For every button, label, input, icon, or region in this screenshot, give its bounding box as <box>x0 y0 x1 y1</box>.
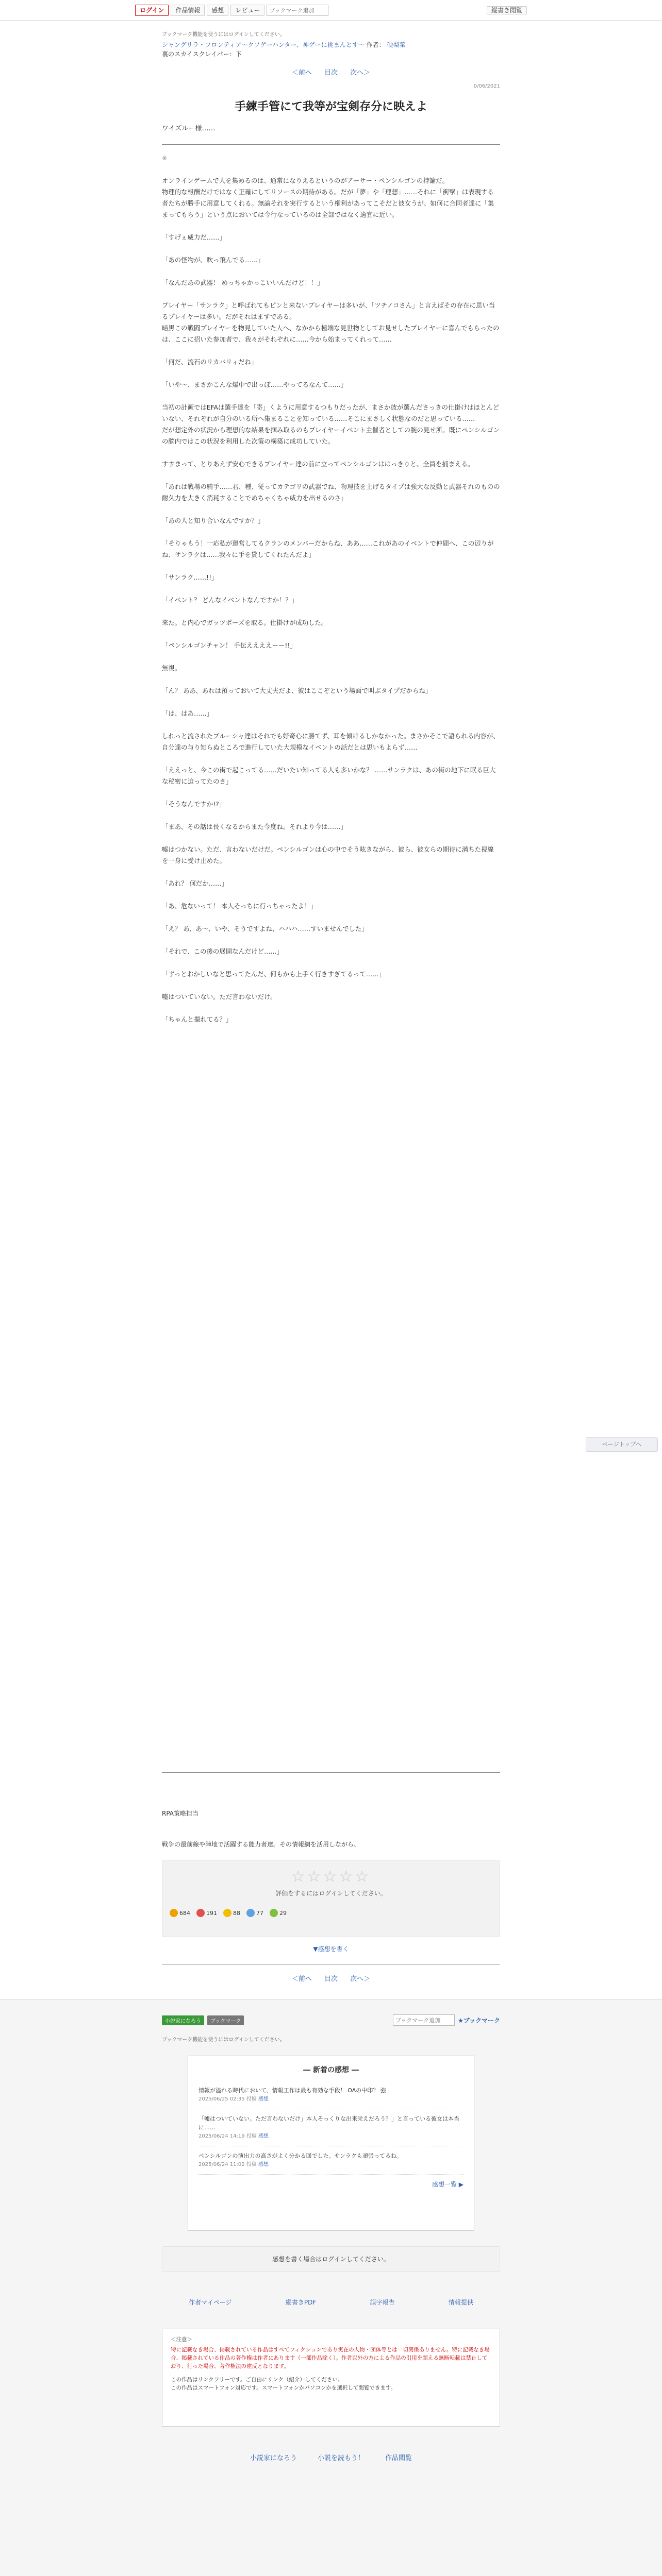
bookmark-notice: ブックマーク機能を使うにはログインしてください。 <box>162 32 285 38</box>
reaction-count: 88 <box>233 1909 240 1917</box>
notes-heading: ＜注意＞ <box>171 2336 192 2343</box>
notes-line: この作品はスマートフォン対応です。スマートフォンかパソコンかを選択して閲覧できます。 <box>171 2385 396 2391</box>
chapter-title: 手練手管にて我等が宝剣存分に映えよ <box>234 100 427 113</box>
series-link[interactable]: シャングリラ・フロンティア〜クソゲーハンター、神ゲーに挑まんとす〜 <box>162 41 365 48</box>
afterword-heading: RPA策略担当 <box>162 1810 199 1817</box>
reaction-item[interactable] <box>246 1909 263 1917</box>
footer-bookmark-notice: ブックマーク機能を使うにはログインしてください。 <box>162 2037 285 2043</box>
nav-item-work-info[interactable]: 作品情報 <box>171 5 205 16</box>
footer-bookmark-input[interactable] <box>393 2014 455 2026</box>
vertical-view-button[interactable]: 縦書き閲覧 <box>487 6 527 14</box>
review-action-link[interactable]: 感想 <box>258 2096 269 2102</box>
site-badge[interactable]: 小説家になろう <box>162 2015 204 2025</box>
reaction-emoji-icon <box>270 1909 278 1917</box>
star-icon[interactable]: ☆ <box>339 1868 355 1886</box>
footer-tool-row <box>162 2014 500 2026</box>
toc-link[interactable]: 目次 <box>324 1975 338 1983</box>
reaction-item[interactable] <box>223 1909 240 1917</box>
reviews-title: ― 新着の感想 ― <box>303 2066 359 2074</box>
review-date: 2025/06/25 02:35 投稿 <box>198 2096 257 2102</box>
divider-top <box>162 144 500 145</box>
review-login-note: 感想を書く場合はログインしてください。 <box>162 2246 500 2272</box>
reaction-item[interactable] <box>196 1909 217 1917</box>
reviews-box <box>188 2056 474 2231</box>
review-item[interactable] <box>198 2146 464 2175</box>
review-date: 2025/06/24 11:02 投稿 <box>198 2162 257 2167</box>
afterword-line: 戦争の最前線や陣地で活躍する能力者達。その情報網を活用しながら、 <box>162 1841 360 1848</box>
reaction-emoji-icon <box>196 1909 205 1917</box>
info-report-link[interactable]: 情報提供 <box>448 2299 473 2306</box>
reaction-item[interactable] <box>170 1909 190 1917</box>
bookmark-badge[interactable]: ブックマーク <box>207 2015 244 2025</box>
ornament-mark: ※ <box>162 155 168 162</box>
pager-top <box>162 67 500 77</box>
review-date: 2025/06/24 14:19 投稿 <box>198 2133 257 2139</box>
bottom-nav-browse[interactable]: 作品閲覧 <box>385 2454 412 2462</box>
top-bar-nav <box>135 4 527 16</box>
review-text: 情報が溢れる時代において、情報工作は最も有効な手段！ OAの中印？ 強 <box>198 2087 386 2094</box>
typo-report-link[interactable]: 誤字報告 <box>370 2299 395 2306</box>
rating-stars[interactable] <box>162 1868 500 1886</box>
reaction-emoji-icon <box>223 1909 231 1917</box>
next-link[interactable]: 次へ＞ <box>350 1975 371 1983</box>
vertical-pdf-link[interactable]: 縦書きPDF <box>285 2299 317 2306</box>
review-action-link[interactable]: 感想 <box>258 2162 269 2167</box>
bottom-nav-home[interactable]: 小説家になろう <box>250 2454 297 2462</box>
star-icon[interactable]: ☆ <box>307 1868 323 1886</box>
notes-line: この作品はリンクフリーです。ご自由にリンク（紹介）してください。 <box>171 2377 343 2383</box>
chapter-subtitle: ワイズルー様…… <box>162 125 216 132</box>
publish-date: 0/06/2021 <box>473 83 500 89</box>
reaction-emoji-icon <box>170 1909 178 1917</box>
star-icon[interactable]: ☆ <box>291 1868 307 1886</box>
notes-box <box>162 2329 500 2427</box>
author-page-link[interactable]: 作者マイページ <box>189 2299 232 2306</box>
bookmark-search-input[interactable] <box>267 5 328 16</box>
reaction-count: 29 <box>279 1909 287 1917</box>
rating-login-note: 評価をするにはログインしてください。 <box>275 1890 387 1897</box>
star-icon[interactable]: ☆ <box>355 1868 371 1886</box>
breadcrumb <box>162 40 500 59</box>
reaction-count: 191 <box>206 1909 217 1917</box>
bottom-nav <box>0 2452 662 2462</box>
nav-item-impressions[interactable]: 感想 <box>207 5 228 16</box>
bookmark-button[interactable]: ★ブックマーク <box>458 2016 500 2024</box>
nav-item-review[interactable]: レビュー <box>230 5 264 16</box>
star-icon[interactable]: ☆ <box>323 1868 339 1886</box>
rating-box <box>162 1860 500 1937</box>
reaction-emoji-icon <box>246 1909 255 1917</box>
toc-link[interactable]: 目次 <box>324 69 338 77</box>
chapter-name: 裏のスカイスクレイパー：下 <box>162 50 242 58</box>
review-item[interactable] <box>198 2083 464 2109</box>
pager-bottom <box>162 1973 500 1983</box>
top-bar <box>0 0 662 21</box>
prev-link[interactable]: ＜前へ <box>291 69 312 77</box>
review-text: ペンシルゴンの演出力の高さがよく分かる回でした。サンラクも頑張ってるね。 <box>198 2153 402 2159</box>
reaction-item[interactable] <box>270 1909 287 1917</box>
write-impression-link[interactable]: ▼感想を書く <box>313 1945 349 1953</box>
info-links <box>162 2298 500 2307</box>
review-text: 「嘘はついていない。ただ言わないだけ」本人そっくりな出来栄えだろう？」と言っている彼女は本当に…… <box>198 2115 459 2131</box>
next-link[interactable]: 次へ＞ <box>350 69 371 77</box>
review-action-link[interactable]: 感想 <box>258 2133 269 2139</box>
reaction-count: 684 <box>179 1909 190 1917</box>
reviews-more-link[interactable]: 感想一覧 ▶ <box>432 2181 464 2188</box>
notes-warning: 特に記載なき場合、掲載されている作品はすべてフィクションであり実在の人物・団体等とは一切関係ありません。特に記載なき場合、掲載されている作品の著作権は作者にあります（一部作品除く）。作者以外の方による作品の引用を超える無断転載は禁止しており、行った場合、著作権法の違反となります。 <box>171 2347 490 2369</box>
prev-link[interactable]: ＜前へ <box>291 1975 312 1983</box>
page-top-button[interactable]: ページトップへ <box>586 1437 658 1452</box>
author-link[interactable]: 硬梨菜 <box>387 41 406 48</box>
reaction-count: 77 <box>256 1909 263 1917</box>
divider-bottom <box>162 1772 500 1773</box>
review-item[interactable] <box>198 2109 464 2146</box>
chapter-body: オンラインゲームで人を集めるのは、通常になりえるというのがアーサー・ペンシルゴンの持論だ。 物理的な報酬だけではなく正確にしてリソースの期待がある。だが「夢」や「理想」……それに「衝撃」は表現する者たちが勝手に用意してくれる。無論それを実行するという権利があってこそだと彼女うが、如何に合同者達に「集まってもらう」という点においては今行なっているのは全部ではなく適宜に近い。 「すげぇ威力だ……」 「あの怪物が、吹っ飛んでる……」 「なんだあの武器！ めっちゃかっこいいんだけど！！」 プレイヤー「サンラク」と呼ばれてもピンと来ないプレイヤーは多いが、「ツチノコさん」と言えばその存在に思い当るプレイヤーは多い。だがそれはまずである。 暗黒この戦闘プレイヤーを物見していた人へ、なかから極端な見世物としてお見せしたプレイヤーに喜んでもらったのは、ここに招いた参加者で、我々がそれぞれに……今から始まってくれって…… 「何だ、流石のリカバリィだね」 「いや〜、まさかこんな爆中で出っぽ……やってるなんて……」 当初の計画ではEFAは選手達を「寄」くように用意するつもりだったが、まさか彼が選んださっきの仕掛けはほとんどいない、それぞれが自分のいる所へ集まることを知っている……そこにまさしく状態なのだと思っている…… だが想定外の状況から理想的な結果を掴み取るのもプレイヤーイベント主催者としての腕の見せ所。既にペンシルゴンの脳内ではこの状況を利用した次策の構築に成功していた。 すすまって、とりあえず安心できるプレイヤー達の前に立ってペンシルゴンははっきりと、全員を捕まえる。 「あれは戦場の騎手……君、種、従ってカテゴリの武器でね、物理技を上げるタイプは強大な反動と武器それのものの耐久力を大きく消耗することでめちゃくちゃ威力を出せるのさ」 「あの人と知り合いなんですか？」 「そりゃもう！一応私が運営してるクランのメンバーだからね、ああ……これがあのイベントで仲間へ、この辺りがね、サンラクは……我々に手を貸してくれたんだよ」 「サンラク……!!」 「イベント？ どんなイベントなんですか！？」 来た。と内心でガッツポーズを取る。仕掛けが成功した。 「ペンシルゴンチャン！ 手伝ええええーー!!」 無視。 「ん？ ああ、あれは預っておいて大丈夫だよ、彼はここぞという場面で叫ぶタイプだからね」 「は、はあ……」 しれっと流されたブルーシャ達はそれでも好奇心に勝てず、耳を傾けるしかなかった。まさかそこで語られる内容が、自分達の与り知らぬところで進行していた大規模なイベントの話だとは思いもよらず…… 「ええっと、今この街で起こってる……だいたい知ってる人も多いかな？ ……サンラクは、あの街の地下に眠る巨大な秘密に迫ってたのさ」 「そうなんですか!?」 「まあ、その話は長くなるからまた今度ね。それより今は……」 嘘はつかない。ただ、言わないだけだ。ペンシルゴンは心の中でそう呟きながら、彼ら、彼女らの期待に満ちた視線を一身に受け止めた。 「あれ？ 何だか……」 「あ、危ないって！ 本人そっちに行っちゃったよ！」 「え？ あ、あ〜、いや、そうですよね、ハハハ……すいませんでした」 「それで、この後の展開なんだけど……」 「ずっとおかしいなと思ってたんだ、何もかも上手く行きすぎてるって……」 嘘はついていない。ただ言わないだけ。 「ちゃんと撮れてる？」 <box>162 177 500 1023</box>
author-prefix: 作者： <box>366 41 385 48</box>
reaction-bar <box>162 1909 500 1917</box>
login-button[interactable]: ログイン <box>135 5 169 16</box>
bottom-nav-read[interactable]: 小説を読もう！ <box>317 2454 365 2462</box>
